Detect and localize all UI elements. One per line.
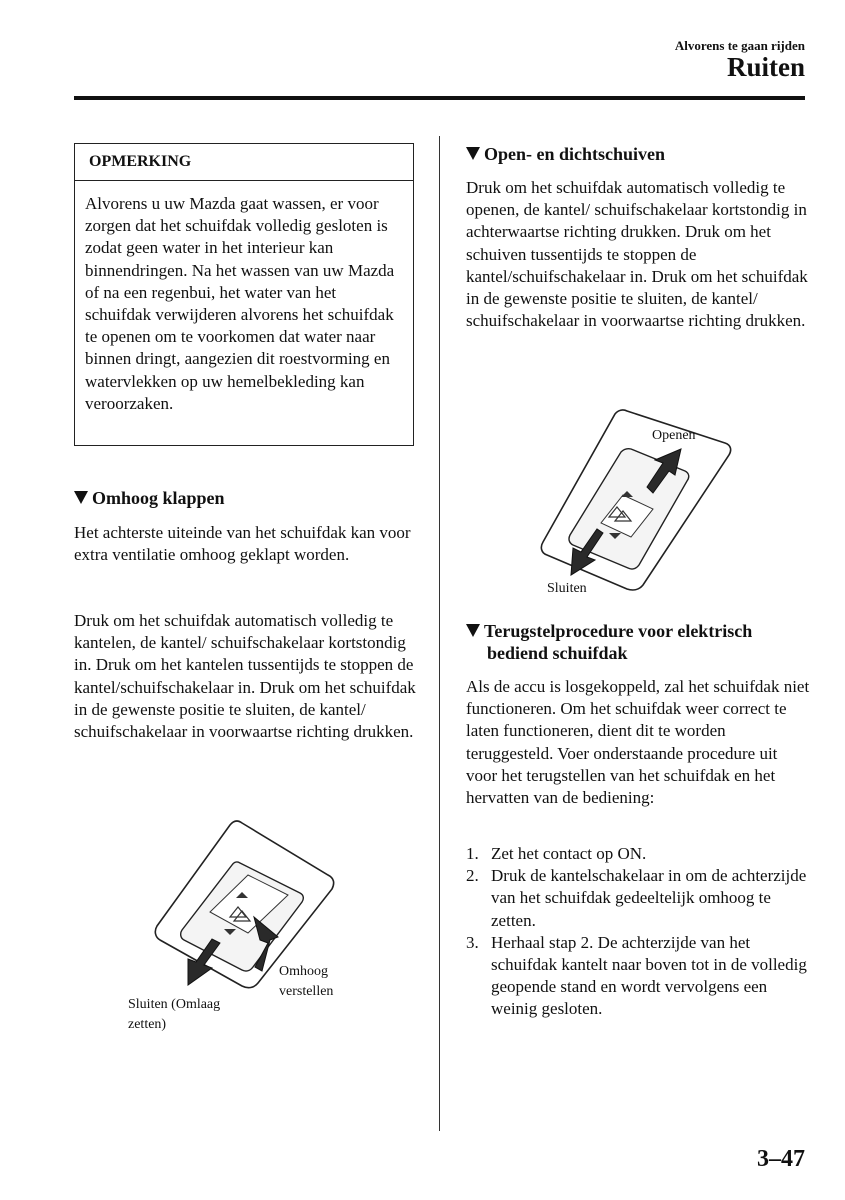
header-rule xyxy=(74,96,805,100)
list-item: 2. Druk de kantelschakelaar in om de achterzijde van het schuifdak gedeeltelijk omhoog te zetten. xyxy=(466,866,807,930)
section-title-text: Open- en dichtschuiven xyxy=(484,144,666,164)
section-title-open-dicht xyxy=(466,143,665,165)
list-item: 3. Herhaal stap 2. De achterzijde van het schuifdak kantelt naar boven tot in de volledig geopende stand en wordt vervolgens een weinig gesloten. xyxy=(466,932,807,1019)
section-title-text: Omhoog klappen xyxy=(92,488,225,508)
triangle-bullet-icon xyxy=(74,491,88,504)
header-section: Alvorens te gaan rijden xyxy=(674,38,805,53)
reset-steps-list xyxy=(466,843,811,1021)
page-title: Ruiten xyxy=(726,52,805,82)
triangle-bullet-icon xyxy=(466,147,480,160)
reset-paragraph: Als de accu is losgekoppeld, zal het schuifdak niet functioneren. Om het schuifdak weer correct te laten functioneren, dient dit te worden teruggesteld. Voer onderstaande procedure uit voor het terugstellen van het schuifdak en het hervatten van de bediening: xyxy=(466,677,810,808)
label-openen: Openen xyxy=(652,428,696,443)
section-title-omhoog xyxy=(74,487,225,509)
label-sluiten: Sluiten xyxy=(547,581,587,596)
label-omhoog-verstellen: Omhoog verstellen xyxy=(279,964,334,999)
section-title-line-2: bediend schuifdak xyxy=(487,643,628,663)
omhoog-paragraph-1: Het achterste uiteinde van het schuifdak kan voor extra ventilatie omhoog geklapt worden. xyxy=(74,523,411,565)
triangle-bullet-icon xyxy=(466,624,480,637)
open-dicht-paragraph: Druk om het schuifdak automatisch volledig te openen, de kantel/ schuifschakelaar kortstondig in achterwaartse richting drukken. Druk om het schuiven tussentijds te stoppen de kantel/schuifschakelaar in. Druk om het schuifdak in de gewenste positie te sluiten, de kantel/ schuifschakelaar in voorwaartse richting drukken. xyxy=(466,178,808,331)
note-text: Alvorens u uw Mazda gaat wassen, er voor zorgen dat het schuifdak volledig gesloten is zodat geen water in het interieur kan binnendringen. Na het wassen van uw Mazda of na een regenbui, het water van het schuifdak verwijderen alvorens het schuifdak te openen om te voorkomen dat water naar binnen dringt, aangezien dit roestvorming en watervlekken op uw hemelbekleding kan veroorzaken. xyxy=(85,194,395,413)
column-divider xyxy=(439,136,440,1131)
slide-switch-illustration xyxy=(535,405,740,595)
note-heading: OPMERKING xyxy=(75,144,413,181)
section-title-line-1: Terugstelprocedure voor elektrisch xyxy=(484,621,753,641)
note-box xyxy=(74,143,414,446)
label-sluiten-omlaag: Sluiten (Omlaag zetten) xyxy=(128,997,221,1032)
omhoog-paragraph-2: Druk om het schuifdak automatisch volledig te kantelen, de kantel/ schuifschakelaar kortstondig in. Druk om het kantelen tussentijds te stoppen de kantel/schuifschakelaar in. Druk om het schuifdak in de gewenste positie te sluiten, de kantel/ schuifschakelaar in voorwaartse richting drukken. xyxy=(74,611,416,742)
list-item: 1. Zet het contact op ON. xyxy=(466,844,647,863)
page-number: 3–47 xyxy=(757,1146,805,1172)
section-title-reset xyxy=(466,620,826,664)
